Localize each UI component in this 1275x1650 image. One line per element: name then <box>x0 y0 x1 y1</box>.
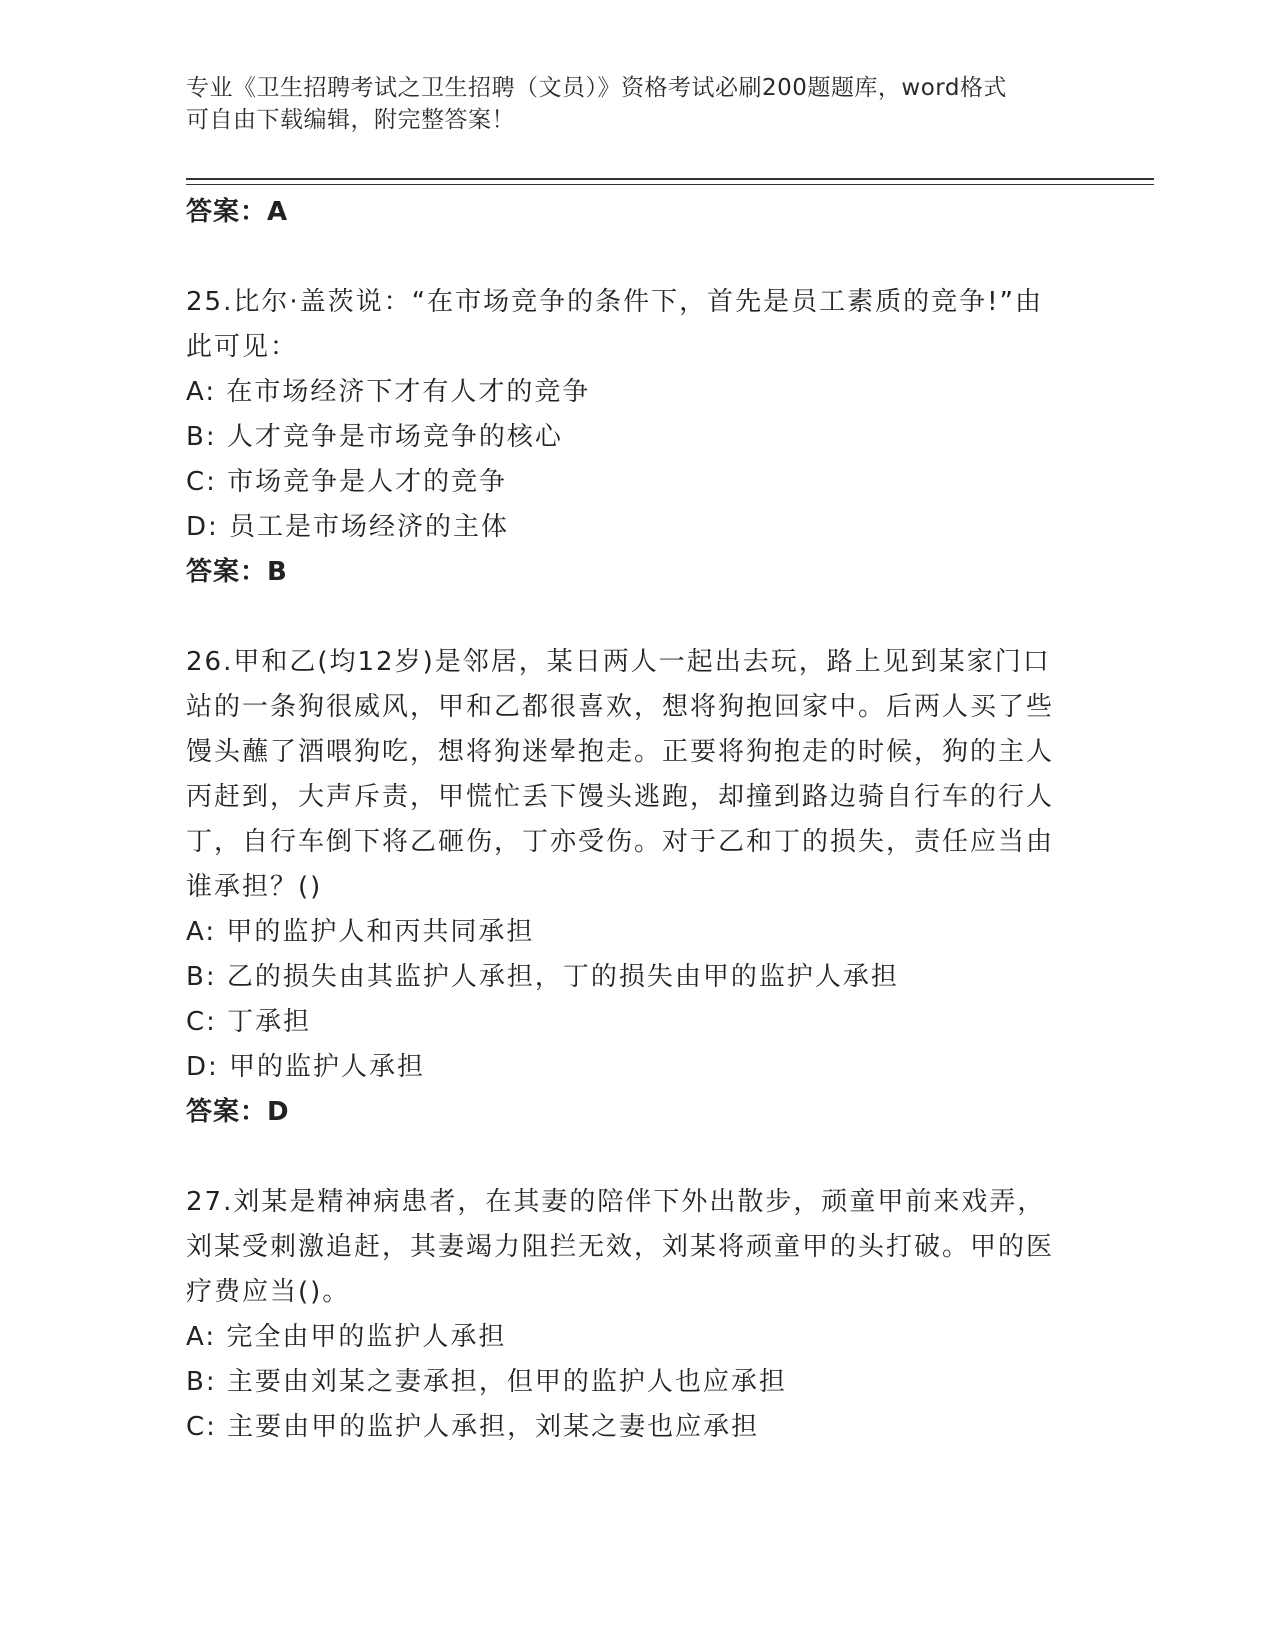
answer-label: 答案：A <box>186 197 289 227</box>
question-text: 25.比尔·盖茨说：“在市场竞争的条件下，首先是员工素质的竞争!”由此可见： <box>186 287 1043 362</box>
option-a: A: 在市场经济下才有人才的竞争 <box>186 377 591 407</box>
option-a: A: 完全由甲的监护人承担 <box>186 1322 507 1352</box>
answer-label: 答案：B <box>186 557 288 587</box>
header-rule-thin <box>186 184 1154 185</box>
option-a: A: 甲的监护人和丙共同承担 <box>186 917 535 947</box>
option-b: B: 主要由刘某之妻承担，但甲的监护人也应承担 <box>186 1367 787 1397</box>
option-b: B: 人才竞争是市场竞争的核心 <box>186 422 563 452</box>
header-rule-thick <box>186 178 1154 180</box>
question-text: 27.刘某是精神病患者，在其妻的陪伴下外出散步，顽童甲前来戏弄，刘某受刺激追赶，其妻竭力阻拦无效，刘某将顽童甲的头打破。甲的医疗费应当()。 <box>186 1187 1055 1307</box>
header-line-2: 可自由下载编辑，附完整答案！ <box>186 107 515 133</box>
answer-label: 答案：D <box>186 1097 290 1127</box>
header-line-1: 专业《卫生招聘考试之卫生招聘（文员）》资格考试必刷200题题库，word格式 <box>186 75 1007 101</box>
option-c: C: 丁承担 <box>186 1007 312 1037</box>
option-d: D: 甲的监护人承担 <box>186 1052 426 1082</box>
document-body <box>186 190 1066 1450</box>
option-c: C: 市场竞争是人才的竞争 <box>186 467 508 497</box>
option-c: C: 主要由甲的监护人承担，刘某之妻也应承担 <box>186 1412 760 1442</box>
document-header <box>186 72 1066 136</box>
option-d: D: 员工是市场经济的主体 <box>186 512 510 542</box>
option-b: B: 乙的损失由其监护人承担，丁的损失由甲的监护人承担 <box>186 962 899 992</box>
question-27 <box>186 1180 1066 1450</box>
question-25 <box>186 280 1066 595</box>
question-26 <box>186 640 1066 1135</box>
question-text: 26.甲和乙(均12岁)是邻居，某日两人一起出去玩，路上见到某家门口站的一条狗很威风，甲和乙都很喜欢，想将狗抱回家中。后两人买了些馒头蘸了酒喂狗吃，想将狗迷晕抱走。正要将狗抱走的时候，狗的主人丙赶到，大声斥责，甲慌忙丢下馒头逃跑，却撞到路边骑自行车的行人丁，自行车倒下将乙砸伤，丁亦受伤。对于乙和丁的损失，责任应当由谁承担？() <box>186 647 1055 902</box>
